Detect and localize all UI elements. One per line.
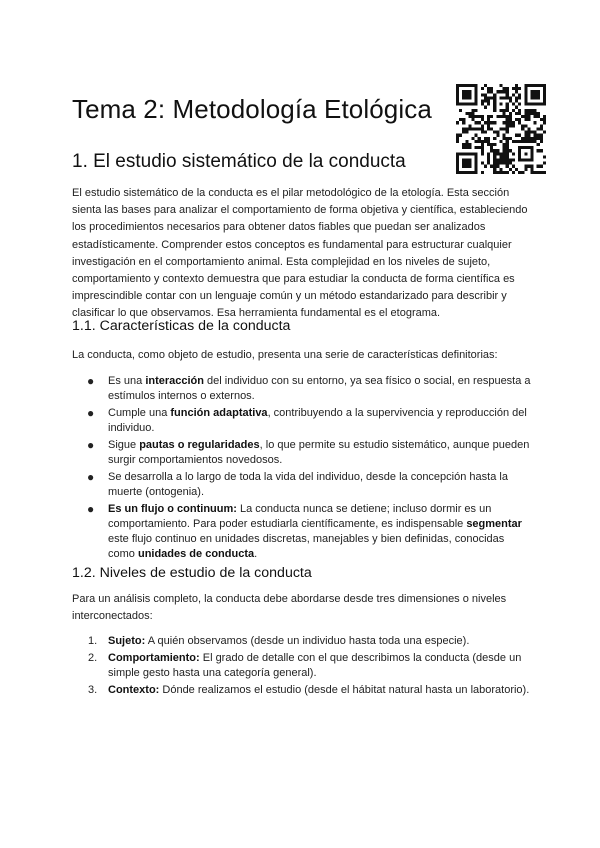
section-1-heading: 1. El estudio sistemático de la conducta: [72, 151, 406, 172]
section-1-2-heading: 1.2. Niveles de estudio de la conducta: [72, 565, 312, 581]
list-item: ● Sigue pautas o regularidades, lo que permite su estudio sistemático, aunque pueden surgir comportamientos novedosos.: [87, 438, 530, 466]
list-item: ● Cumple una función adaptativa, contribuyendo a la supervivencia y reproducción del individuo.: [87, 406, 527, 434]
list-number: 3.: [88, 684, 98, 696]
section-1-1-intro: La conducta, como objeto de estudio, presenta una serie de características definitorias:: [72, 349, 498, 361]
bullet-icon: ●: [87, 374, 95, 388]
section-1-intro: El estudio sistemático de la conducta es el pilar metodológico de la etología. Esta sección sienta las bases para analizar el comportamiento de forma objetiva y científica, estableciendo los procedimientos necesarios para obtener datos fiables que puedan ser analizados estadísticamente. Comprender estos conceptos es fundamental para estructurar cualquier investigación en el comportamiento animal. Esta complejidad en los niveles de sujeto, comportamiento y contexto demuestra que para estudiar la conducta de forma científica es imprescindible contar con un lenguaje común y un método estandarizado para describir y clasificar lo que observamos. Esa herramienta fundamental es el etograma.: [72, 187, 528, 320]
list-item: 3. Contexto: Dónde realizamos el estudio (desde el hábitat natural hasta un laboratorio).: [88, 684, 530, 696]
list-item: ● Es un flujo o continuum: La conducta nunca se detiene; incluso dormir es un comportamiento. Para poder estudiarla científicamente, es indispensable segmentar este flujo continuo en unidades discretas, manejables y bien definidas, conocidas como unidades de conducta.: [87, 502, 522, 560]
qr-code-icon[interactable]: [456, 84, 546, 174]
bullet-icon: ●: [87, 406, 95, 420]
page-title: Tema 2: Metodología Etológica: [72, 94, 432, 124]
levels-list: [72, 634, 534, 700]
list-item: 2. Comportamiento: El grado de detalle con el que describimos la conducta (desde un simple gesto hasta una categoría general).: [88, 652, 522, 679]
bullet-icon: ●: [87, 502, 95, 516]
list-item: ● Se desarrolla a lo largo de toda la vida del individuo, desde la concepción hasta la muerte (ontogenia).: [87, 470, 508, 498]
section-1-2-intro: Para un análisis completo, la conducta debe abordarse desde tres dimensiones o niveles interconectados:: [72, 593, 507, 623]
characteristics-list: [72, 374, 534, 564]
list-number: 1.: [88, 635, 98, 647]
bullet-icon: ●: [87, 438, 95, 452]
list-item: 1. Sujeto: A quién observamos (desde un individuo hasta toda una especie).: [88, 635, 470, 647]
section-1-1-heading: 1.1. Características de la conducta: [72, 318, 291, 334]
bullet-icon: ●: [87, 470, 95, 484]
list-item: ● Es una interacción del individuo con su entorno, ya sea físico o social, en respuesta a estímulos internos o externos.: [87, 374, 531, 402]
list-number: 2.: [88, 652, 98, 664]
